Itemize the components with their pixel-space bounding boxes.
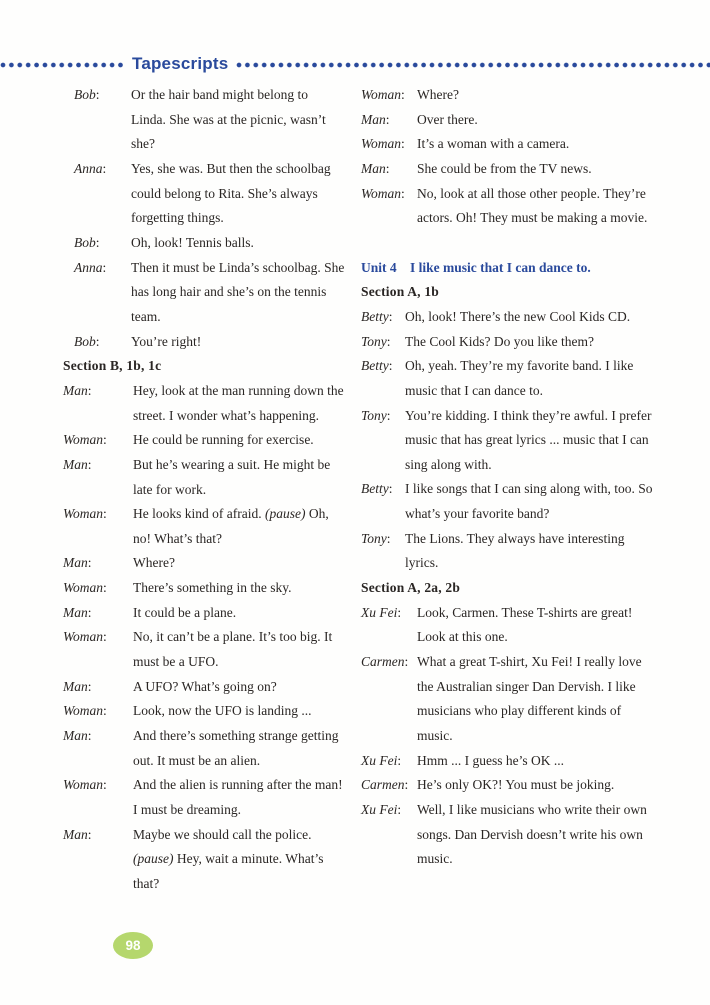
dialogue-text: Look, Carmen. These T-shirts are great! Look at this one.: [417, 604, 633, 645]
speaker-label: Woman:: [361, 136, 405, 152]
spacer: [361, 231, 654, 256]
speaker-label: Woman:: [63, 506, 107, 522]
dialogue-text: Oh, look! There’s the new Cool Kids CD.: [405, 308, 631, 324]
dialogue-entry: [63, 551, 346, 576]
dialogue-text: He looks kind of afraid. (pause) Oh, no! What’s that?: [133, 506, 329, 546]
dialogue-entry: [361, 182, 654, 231]
dialogue-entry: [63, 675, 346, 700]
dialogue-entry: [361, 305, 654, 330]
dialogue-text: Where?: [417, 87, 459, 102]
dialogue-entry: [361, 354, 654, 403]
page-number-badge: 98: [113, 932, 153, 959]
dialogue-text: And there’s something strange getting out. It must be an alien.: [133, 728, 339, 768]
dialogue-text: Then it must be Linda’s schoolbag. She has long hair and she’s on the tennis team.: [131, 259, 345, 324]
dialogue-entry: [63, 601, 346, 626]
dialogue-entry: [63, 576, 346, 601]
dialogue-entry: [361, 527, 654, 576]
dialogue-entry: [361, 650, 654, 749]
dialogue-entry: [361, 157, 654, 182]
speaker-label: Woman:: [63, 432, 107, 448]
unit-title: I like music that I can dance to.: [410, 259, 591, 275]
section-heading: Section A, 1b: [361, 284, 439, 300]
dialogue-text: No, it can’t be a plane. It’s too big. It must be a UFO.: [133, 629, 333, 670]
unit-heading: [361, 256, 654, 281]
page-header: [0, 53, 710, 75]
dotted-rule-left: [0, 62, 124, 68]
speaker-label: Betty:: [361, 481, 393, 497]
dialogue-text: Hey, look at the man running down the street. I wonder what’s happening.: [133, 382, 344, 423]
dialogue-text: Over there.: [417, 111, 478, 127]
dialogue-text: Oh, look! Tennis balls.: [131, 234, 254, 250]
speaker-label: Woman:: [361, 87, 405, 102]
dialogue-text: Where?: [133, 555, 175, 571]
right-column: [361, 83, 654, 872]
dialogue-entry: [63, 502, 346, 551]
speaker-label: Carmen:: [361, 654, 409, 670]
dialogue-entry: [63, 330, 346, 355]
speaker-label: Anna:: [74, 259, 107, 275]
dialogue-entry: [63, 231, 346, 256]
speaker-label: Betty:: [361, 308, 393, 324]
page-title: Tapescripts: [132, 54, 229, 73]
dialogue-text: You’re kidding. I think they’re awful. I prefer music that has great lyrics ... music that I can sing along with.: [405, 407, 652, 472]
dialogue-text: It could be a plane.: [133, 604, 237, 620]
dialogue-text: The Lions. They always have interesting lyrics.: [405, 530, 625, 571]
dialogue-text: Well, I like musicians who write their own songs. Dan Dervish doesn’t write his own music.: [417, 802, 647, 867]
dialogue-entry: [361, 477, 654, 526]
dialogue-entry: [361, 773, 654, 798]
speaker-label: Tony:: [361, 530, 391, 546]
speaker-label: Bob:: [74, 87, 100, 102]
speaker-label: Woman:: [63, 777, 107, 793]
dialogue-entry: [63, 83, 346, 157]
speaker-label: Man:: [63, 826, 92, 842]
speaker-label: Man:: [63, 382, 92, 398]
speaker-label: Xu Fei:: [361, 802, 402, 818]
dialogue-text: A UFO? What’s going on?: [133, 678, 277, 694]
dialogue-entry: [361, 404, 654, 478]
dialogue-entry: [361, 108, 654, 133]
dialogue-entry: [63, 157, 346, 231]
dialogue-text: But he’s wearing a suit. He might be late for work.: [133, 456, 331, 497]
dialogue-text: Hmm ... I guess he’s OK ...: [417, 752, 564, 768]
dialogue-entry: [63, 256, 346, 330]
speaker-label: Man:: [63, 555, 92, 571]
unit-label: Unit 4: [361, 259, 397, 275]
dialogue-text: I like songs that I can sing along with, too. So what’s your favorite band?: [405, 481, 653, 522]
speaker-label: Man:: [361, 160, 390, 176]
dialogue-entry: [63, 379, 346, 428]
dialogue-text: You’re right!: [131, 333, 202, 349]
speaker-label: Woman:: [63, 580, 107, 596]
speaker-label: Carmen:: [361, 777, 409, 793]
dialogue-text: No, look at all those other people. They’re actors. Oh! They must be making a movie.: [417, 185, 648, 226]
dialogue-entry: [63, 453, 346, 502]
speaker-label: Xu Fei:: [361, 752, 402, 768]
speaker-label: Bob:: [74, 333, 100, 349]
speaker-label: Anna:: [74, 160, 107, 176]
dialogue-text: He’s only OK?! You must be joking.: [417, 777, 615, 793]
dialogue-entry: [361, 83, 654, 108]
section-heading: Section B, 1b, 1c: [63, 358, 162, 374]
dialogue-text: Or the hair band might belong to Linda. She was at the picnic, wasn’t she?: [131, 87, 326, 152]
speaker-label: Bob:: [74, 234, 100, 250]
dialogue-text: He could be running for exercise.: [133, 432, 314, 448]
dialogue-text: Yes, she was. But then the schoolbag could belong to Rita. She’s always forgetting things.: [131, 160, 331, 226]
dialogue-text: There’s something in the sky.: [133, 580, 292, 596]
dialogue-text: It’s a woman with a camera.: [417, 136, 570, 152]
speaker-label: Tony:: [361, 333, 391, 349]
speaker-label: Tony:: [361, 407, 391, 423]
dotted-rule-right: [236, 62, 710, 68]
dialogue-entry: [361, 798, 654, 872]
dialogue-entry: [63, 428, 346, 453]
dialogue-entry: [63, 823, 346, 897]
speaker-label: Betty:: [361, 358, 393, 374]
dialogue-entry: [361, 330, 654, 355]
dialogue-entry: [63, 773, 346, 822]
speaker-label: Woman:: [63, 703, 107, 719]
section-heading: Section A, 2a, 2b: [361, 580, 461, 596]
dialogue-text: What a great T-shirt, Xu Fei! I really love the Australian singer Dan Dervish. I like musicians who play different kinds of music.: [417, 654, 642, 744]
dialogue-text: Maybe we should call the police. (pause) Hey, wait a minute. What’s that?: [133, 826, 324, 891]
speaker-label: Xu Fei:: [361, 604, 402, 620]
speaker-label: Woman:: [361, 185, 405, 201]
dialogue-entry: [63, 625, 346, 674]
dialogue-text: The Cool Kids? Do you like them?: [405, 333, 594, 349]
speaker-label: Man:: [63, 604, 92, 620]
speaker-label: Man:: [63, 456, 92, 472]
speaker-label: Man:: [361, 111, 390, 127]
dialogue-entry: [361, 601, 654, 650]
dialogue-text: She could be from the TV news.: [417, 160, 592, 176]
speaker-label: Man:: [63, 728, 92, 744]
left-column: [63, 83, 346, 897]
speaker-label: Woman:: [63, 629, 107, 645]
dialogue-text: Oh, yeah. They’re my favorite band. I like music that I can dance to.: [405, 358, 634, 398]
dialogue-entry: [361, 132, 654, 157]
dialogue-text: And the alien is running after the man! I must be dreaming.: [133, 777, 343, 818]
dialogue-entry: [63, 724, 346, 773]
dialogue-entry: [361, 749, 654, 774]
dialogue-entry: [63, 699, 346, 724]
speaker-label: Man:: [63, 678, 92, 694]
dialogue-text: Look, now the UFO is landing ...: [133, 703, 312, 719]
